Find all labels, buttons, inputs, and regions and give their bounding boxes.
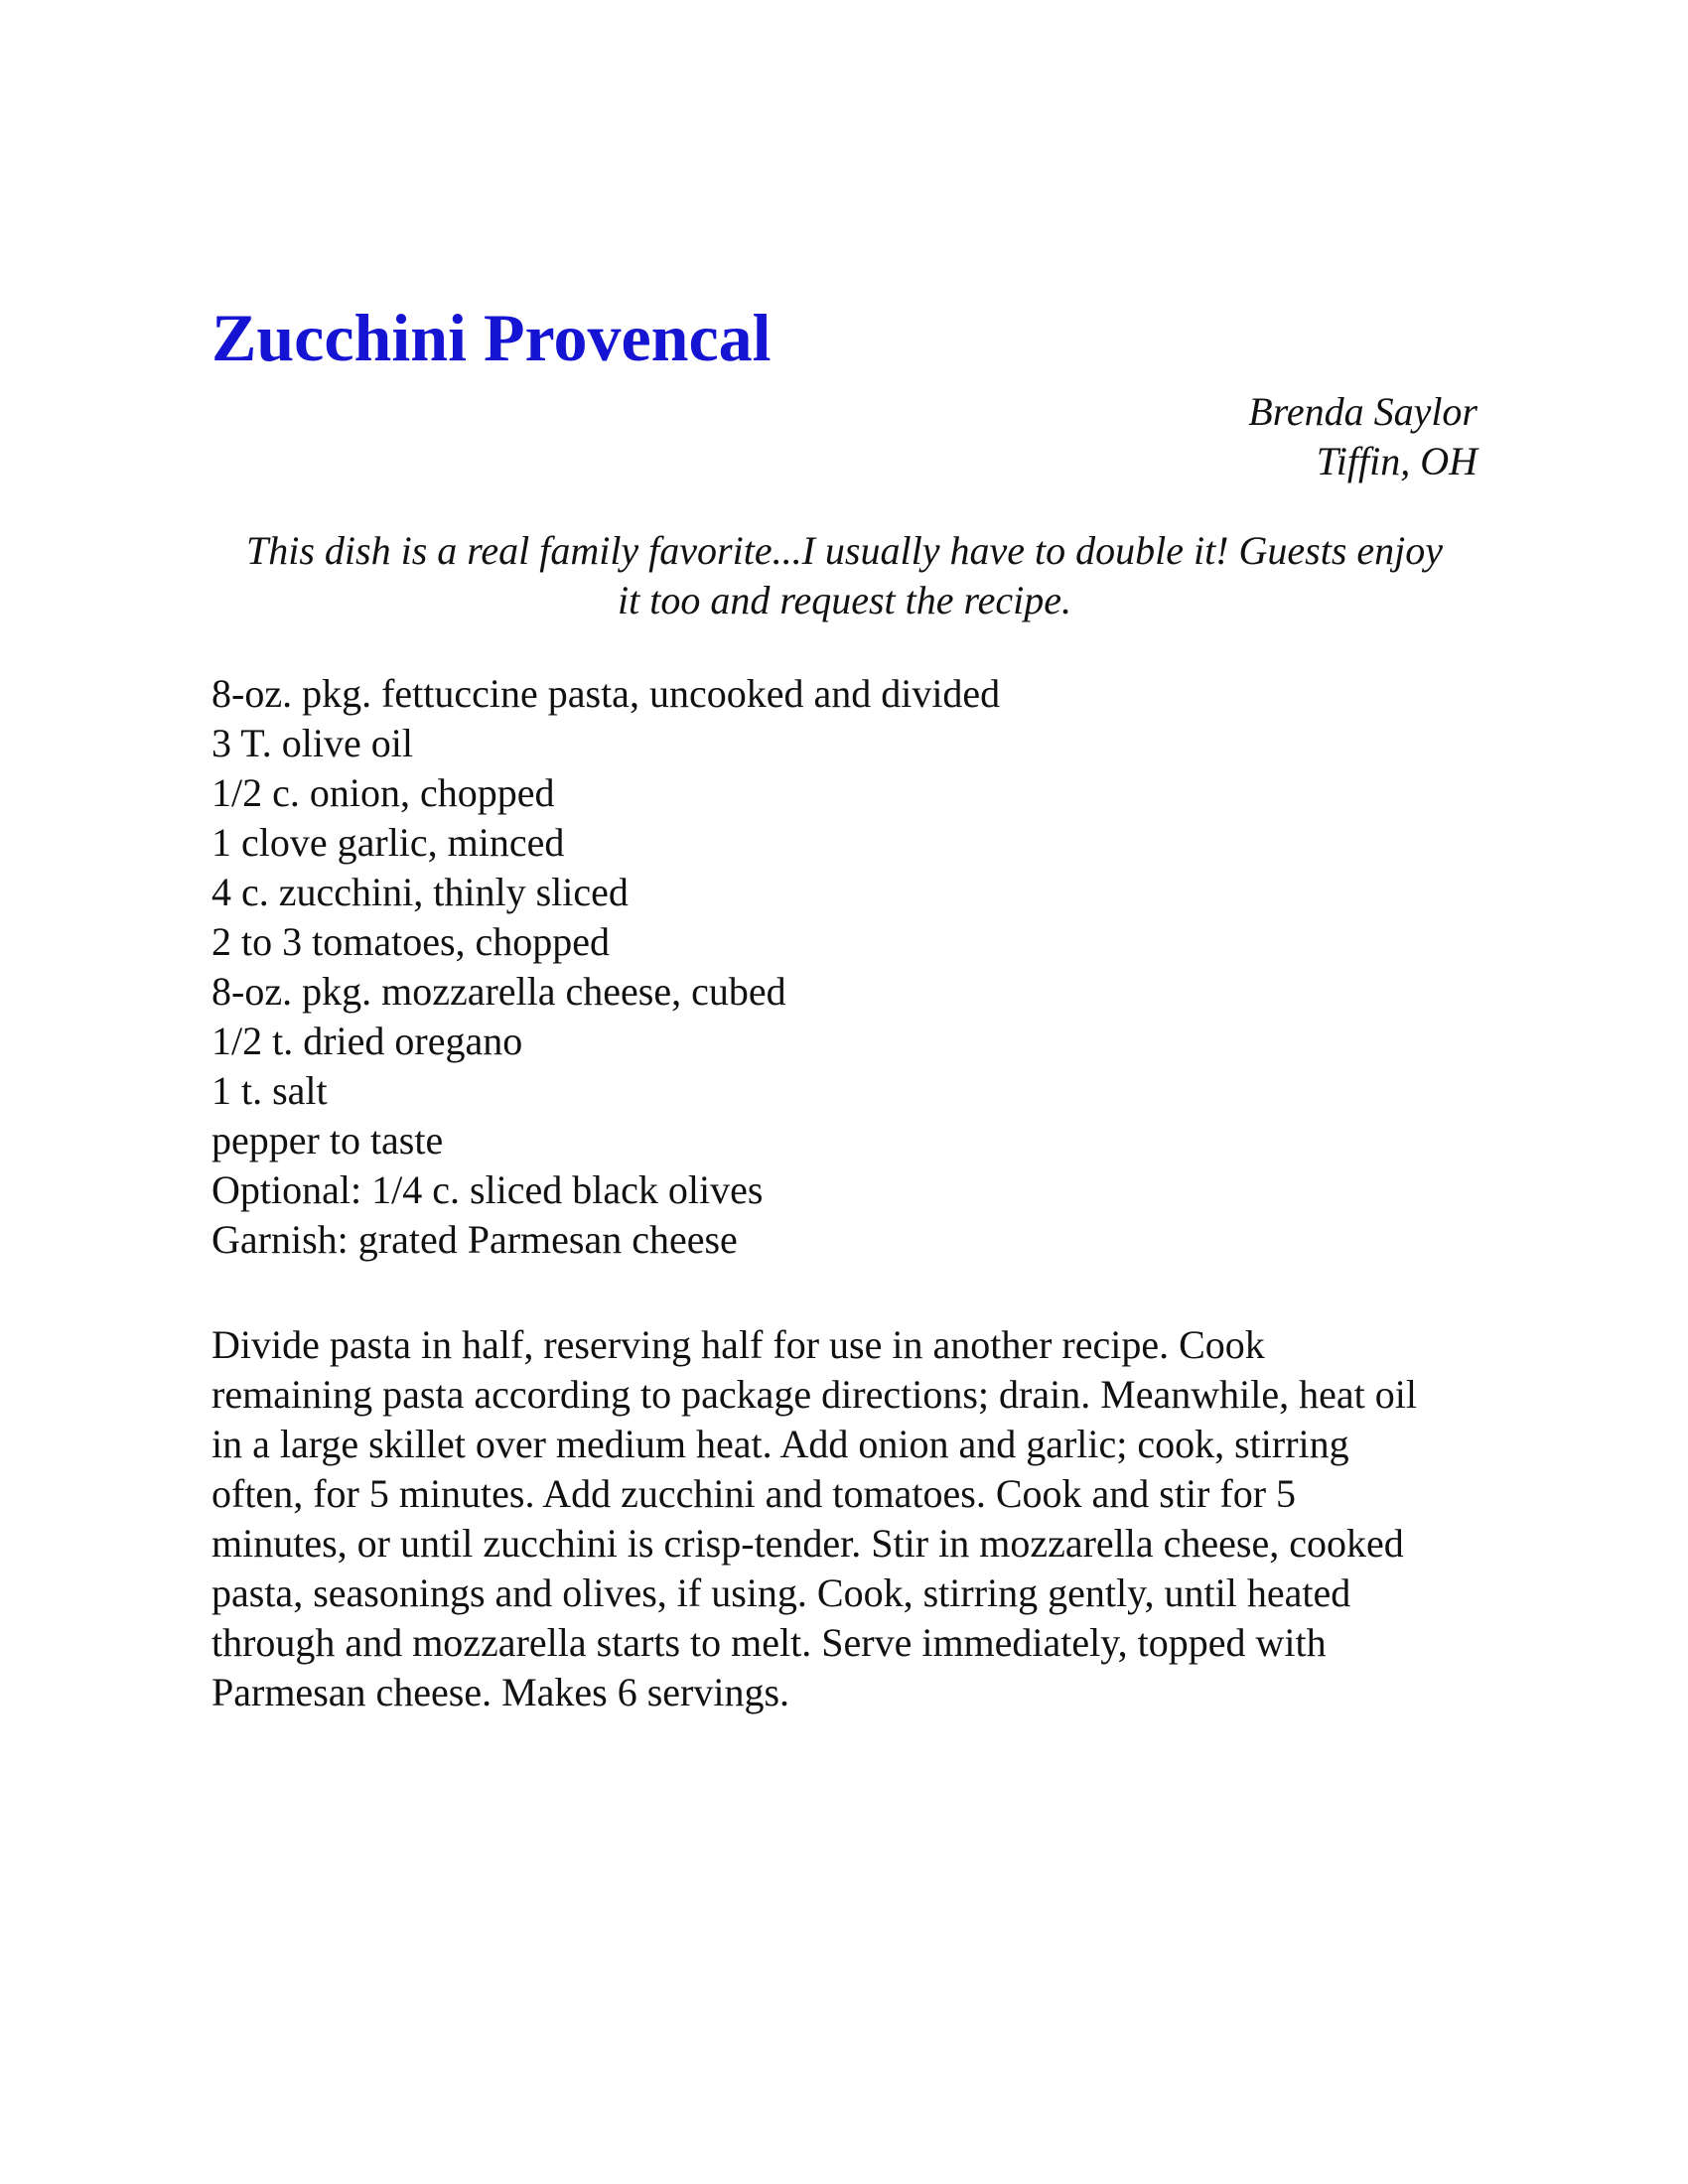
intro-line: it too and request the recipe.	[618, 578, 1071, 622]
ingredient-item: 3 T. olive oil	[211, 721, 413, 765]
ingredient-item: 2 to 3 tomatoes, chopped	[211, 919, 611, 964]
directions-line: through and mozzarella starts to melt. Serve immediately, topped with	[211, 1620, 1327, 1665]
ingredient-item: 8-oz. pkg. mozzarella cheese, cubed	[211, 969, 786, 1014]
ingredient-item: Optional: 1/4 c. sliced black olives	[211, 1167, 764, 1212]
ingredient-item: pepper to taste	[211, 1118, 444, 1162]
recipe-directions	[211, 1320, 1477, 1717]
ingredient-item: 8-oz. pkg. fettuccine pasta, uncooked and divided	[211, 671, 1001, 716]
ingredient-item: 1/2 t. dried oregano	[211, 1019, 523, 1063]
directions-line: Parmesan cheese. Makes 6 servings.	[211, 1670, 790, 1714]
directions-line: in a large skillet over medium heat. Add onion and garlic; cook, stirring	[211, 1422, 1349, 1466]
author-name: Brenda Saylor	[1248, 389, 1477, 434]
recipe-intro	[211, 526, 1477, 625]
ingredient-item: 1 t. salt	[211, 1068, 328, 1113]
ingredient-item: Garnish: grated Parmesan cheese	[211, 1217, 738, 1262]
directions-line: pasta, seasonings and olives, if using. Cook, stirring gently, until heated	[211, 1570, 1351, 1615]
directions-line: often, for 5 minutes. Add zucchini and tomatoes. Cook and stir for 5	[211, 1471, 1297, 1516]
ingredient-list	[211, 669, 1477, 1265]
byline	[211, 387, 1477, 486]
ingredient-item: 1/2 c. onion, chopped	[211, 770, 555, 815]
directions-line: remaining pasta according to package directions; drain. Meanwhile, heat oil	[211, 1372, 1418, 1417]
intro-line: This dish is a real family favorite...I usually have to double it! Guests enjoy	[245, 528, 1444, 573]
author-location: Tiffin, OH	[1316, 439, 1477, 483]
recipe-title: Zucchini Provencal	[211, 300, 772, 375]
ingredient-item: 4 c. zucchini, thinly sliced	[211, 870, 629, 914]
directions-line: Divide pasta in half, reserving half for use in another recipe. Cook	[211, 1322, 1265, 1367]
directions-line: minutes, or until zucchini is crisp-tender. Stir in mozzarella cheese, cooked	[211, 1521, 1404, 1566]
recipe-page	[211, 298, 1477, 1717]
ingredient-item: 1 clove garlic, minced	[211, 820, 565, 865]
